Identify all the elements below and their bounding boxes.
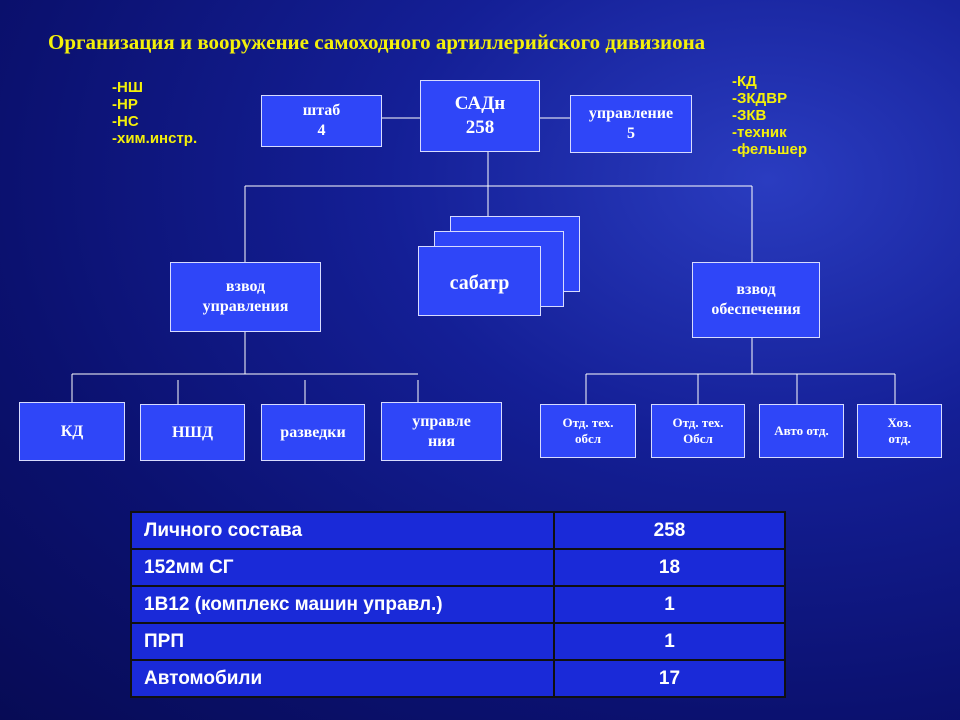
table-row — [131, 549, 785, 586]
table-cell-name: ПРП — [131, 623, 554, 660]
equipment-table — [130, 511, 786, 698]
node-upravlenie-count: 5 — [626, 125, 635, 142]
node-otd-teh-obsl-1 — [540, 404, 636, 458]
node-hoz-line2: отд. — [888, 431, 911, 446]
node-otd-teh1-line1: Отд. тех. — [562, 414, 614, 430]
node-upravleniya-line2: ния — [427, 432, 456, 450]
right-note-item: -КД — [732, 73, 757, 90]
node-avto-label: Авто отд. — [774, 422, 829, 438]
node-otd-teh2-line2: Обсл — [683, 431, 713, 446]
slide-title: Организация и вооружение самоходного артиллерийского дивизиона — [48, 30, 706, 54]
table-cell-name: Личного состава — [131, 512, 554, 549]
node-hoz-line1: Хоз. — [887, 414, 912, 430]
node-shtab — [261, 95, 382, 147]
node-upravleniya-line1: управле — [412, 412, 471, 430]
table-cell-value: 18 — [554, 549, 785, 586]
node-kd — [19, 402, 125, 461]
table-cell-value: 1 — [554, 586, 785, 623]
left-notes-list — [112, 79, 197, 147]
node-kd-label: КД — [60, 422, 84, 440]
right-note-item: -ЗКВ — [732, 107, 767, 124]
right-notes-list — [732, 73, 807, 158]
node-vzvod-obes-line1: взвод — [736, 281, 776, 298]
node-vzvod-upr-line2: управления — [202, 298, 289, 315]
table-row — [131, 660, 785, 697]
table-row — [131, 512, 785, 549]
right-note-item: -ЗКДВР — [732, 90, 788, 107]
node-razvedki-label: разведки — [280, 423, 346, 441]
table-cell-value: 258 — [554, 512, 785, 549]
left-note-item: -хим.инстр. — [112, 130, 198, 147]
node-otd-teh2-line1: Отд. тех. — [672, 414, 724, 430]
node-upravlenie — [570, 95, 692, 153]
right-note-item: -фельшер — [732, 141, 808, 158]
node-avto-otd — [759, 404, 844, 458]
node-otd-teh1-line2: обсл — [574, 431, 602, 446]
table-row — [131, 623, 785, 660]
node-razvedki — [261, 404, 365, 461]
node-sadn-label: САДн — [454, 93, 506, 115]
node-shtab-label: штаб — [302, 102, 341, 119]
left-note-item: -НР — [112, 96, 138, 113]
node-otd-teh-obsl-2 — [651, 404, 745, 458]
left-note-item: -НС — [112, 113, 139, 130]
node-upravleniya — [381, 402, 502, 461]
table-cell-name: Автомобили — [131, 660, 554, 697]
node-vzvod-upr-line1: взвод — [225, 278, 266, 295]
table-row — [131, 586, 785, 623]
node-sadn-count: 258 — [465, 117, 495, 138]
node-sabatr-label: сабатр — [449, 272, 510, 294]
table-cell-name: 1В12 (комплекс машин управл.) — [131, 586, 554, 623]
node-vzvod-obespecheniya — [692, 262, 820, 338]
left-note-item: -НШ — [112, 79, 143, 96]
node-sabatr — [418, 246, 541, 316]
node-shtab-count: 4 — [317, 122, 326, 139]
node-nshd — [140, 404, 245, 461]
node-hoz-otd — [857, 404, 942, 458]
right-note-item: -техник — [732, 124, 787, 141]
table-cell-name: 152мм СГ — [131, 549, 554, 586]
node-vzvod-upravleniya — [170, 262, 321, 332]
node-upravlenie-label: управление — [588, 105, 674, 122]
node-nshd-label: НШД — [171, 423, 214, 441]
table-cell-value: 1 — [554, 623, 785, 660]
node-sadn — [420, 80, 540, 152]
table-cell-value: 17 — [554, 660, 785, 697]
node-vzvod-obes-line2: обеспечения — [711, 301, 801, 318]
